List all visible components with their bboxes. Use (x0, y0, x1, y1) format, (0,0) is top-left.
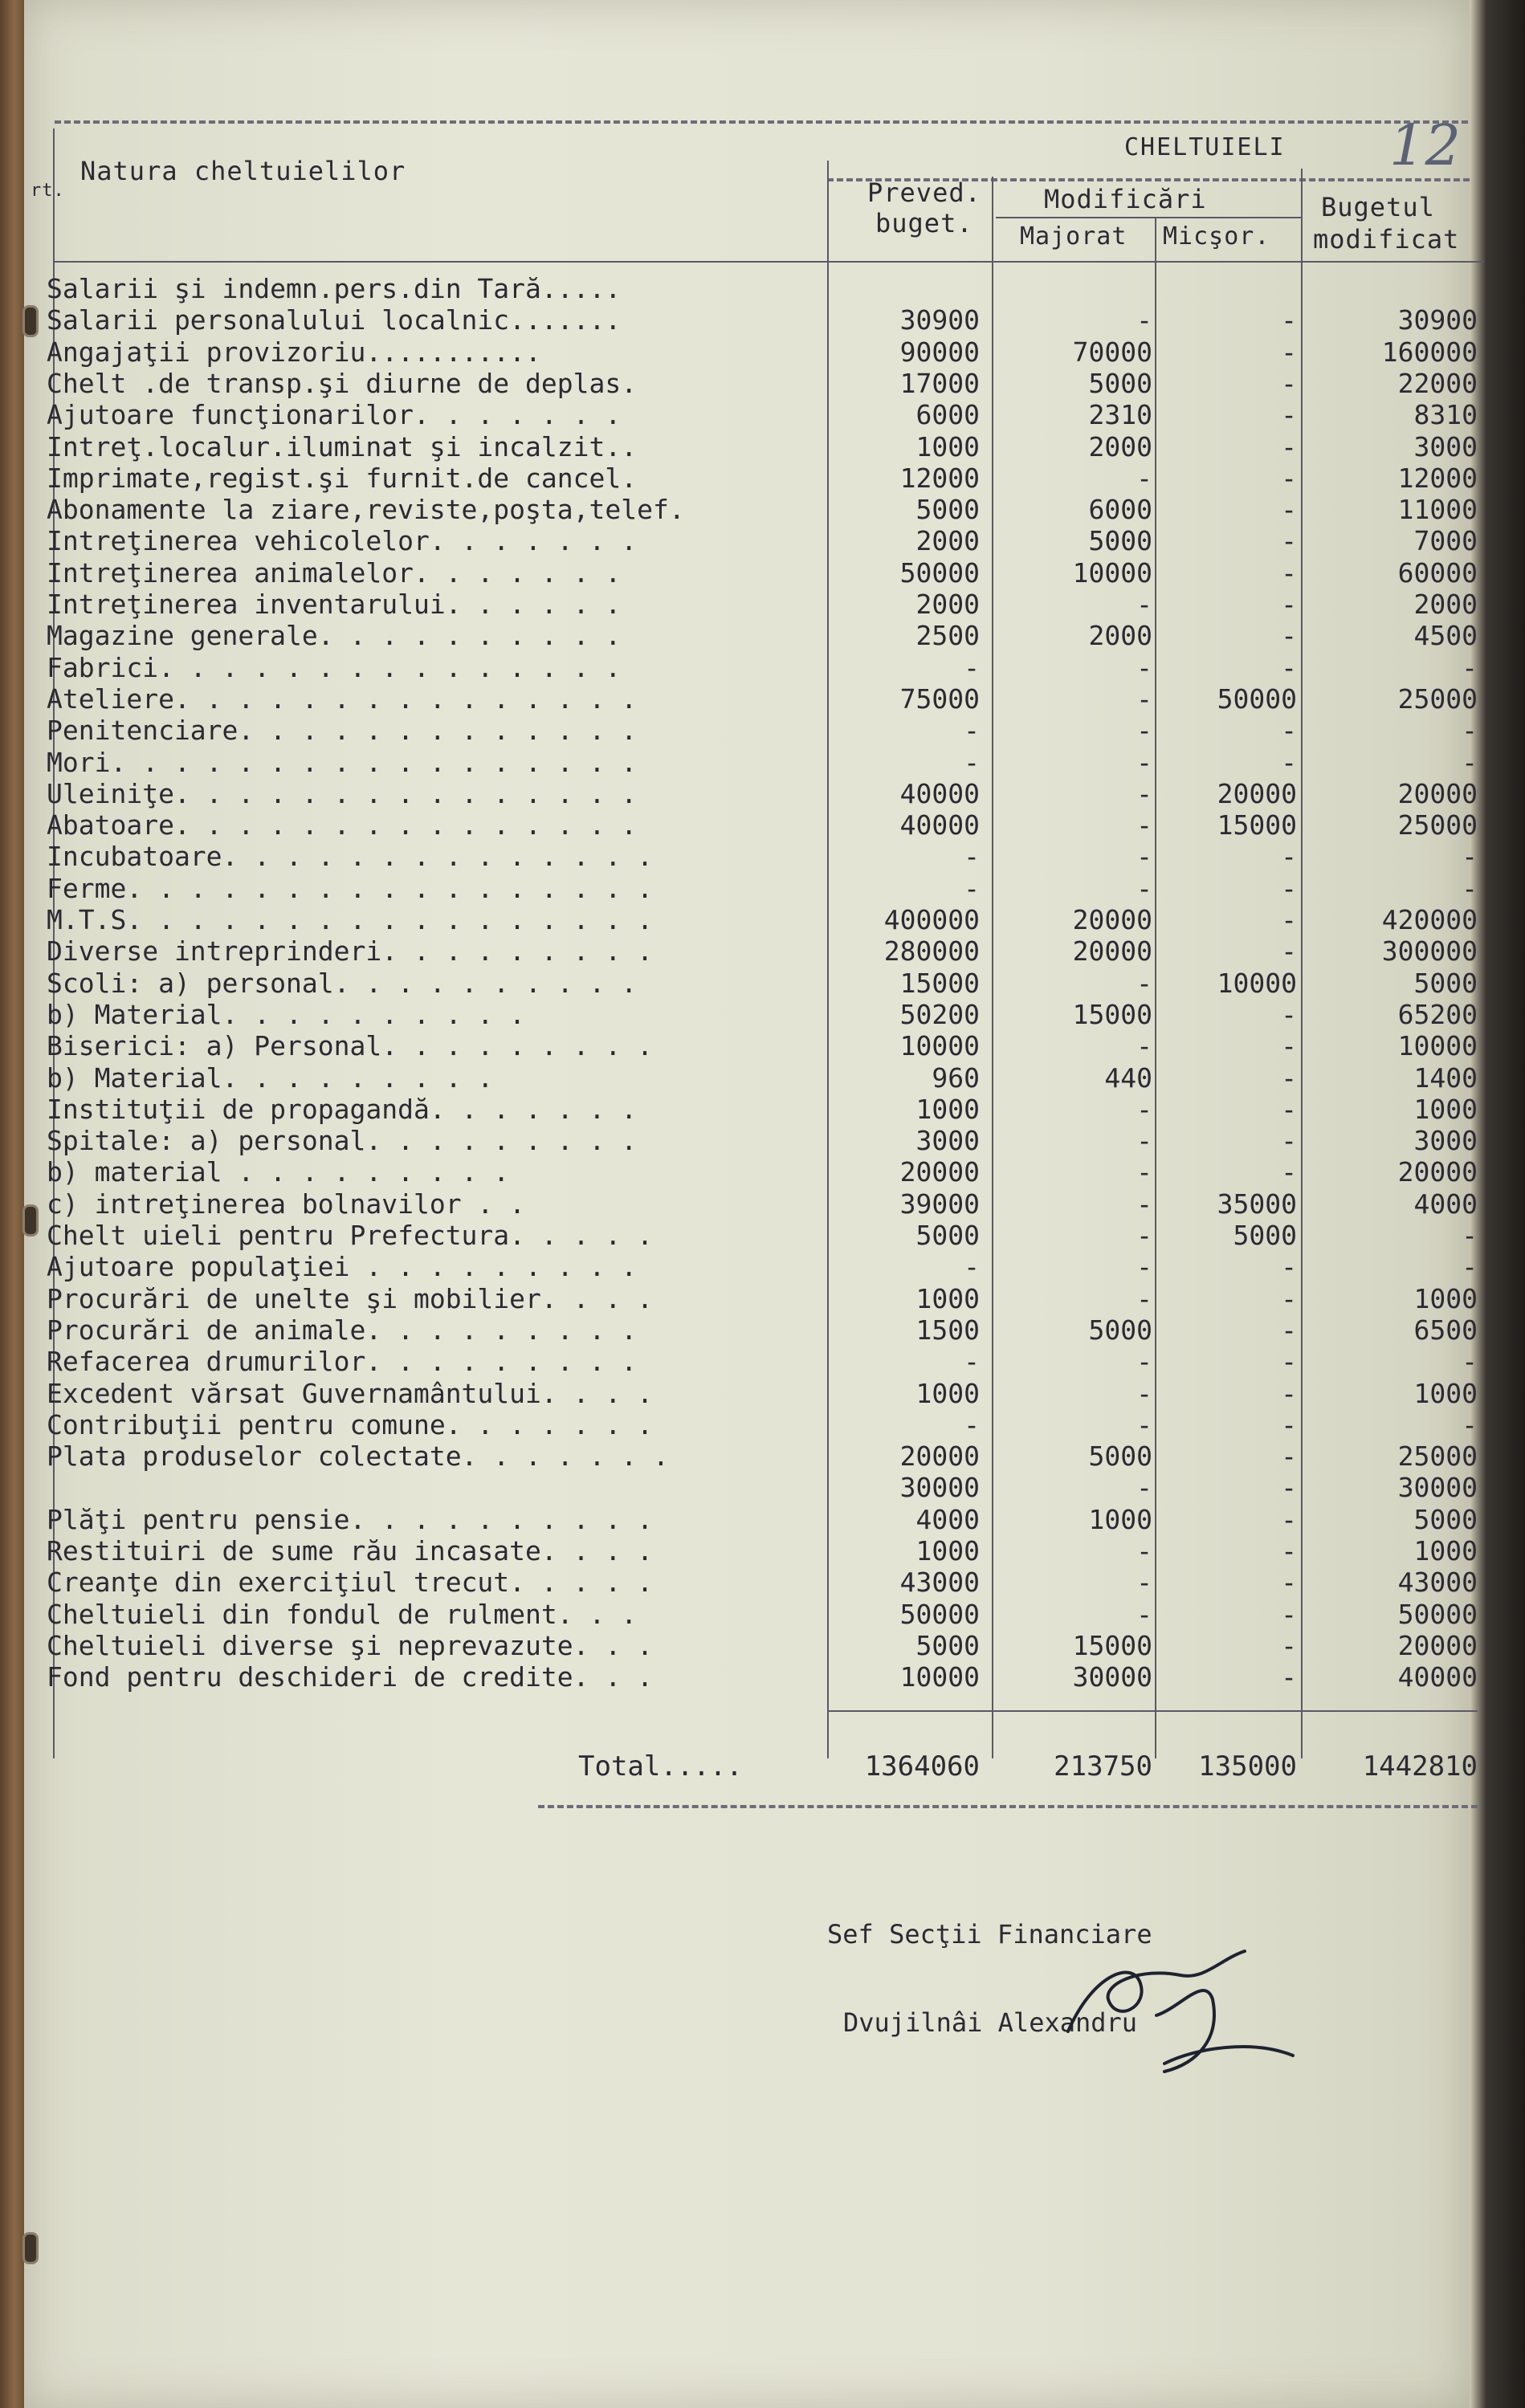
cell-prevbuget: 280000 (883, 935, 980, 968)
row-label: Magazine generale. . . . . . . . . . (47, 620, 622, 652)
table-row (24, 1346, 1478, 1378)
total-label: Total..... (578, 1750, 743, 1783)
cell-prevbuget: 1500 (915, 1314, 980, 1346)
cell-prevbuget: 2000 (915, 589, 980, 620)
cell-modificat: 30900 (1397, 304, 1478, 336)
table-row (24, 651, 1478, 684)
cell-modificat: - (1462, 1408, 1478, 1440)
row-label: Scoli: a) personal. . . . . . . . . . (47, 967, 638, 999)
cell-micsor: 50000 (1217, 682, 1297, 715)
table-row (24, 399, 1478, 431)
cell-micsor: - (1281, 525, 1297, 557)
row-label: Cheltuieli din fondul de rulment. . . (47, 1598, 638, 1630)
table-row (24, 273, 1470, 305)
cell-modificat: 25000 (1397, 1440, 1478, 1473)
cell-prevbuget: 30000 (899, 1472, 980, 1504)
cell-micsor: - (1281, 935, 1297, 968)
cell-modificat: 22000 (1397, 367, 1478, 399)
row-label: Ferme. . . . . . . . . . . . . . . . . (47, 872, 653, 904)
cell-modificat: - (1462, 715, 1478, 747)
cell-prevbuget: 50000 (899, 1598, 980, 1630)
cell-prevbuget: 40000 (899, 777, 980, 809)
header-divider (996, 217, 1301, 218)
cell-majorat: - (1136, 777, 1152, 809)
handwritten-signature (1020, 1927, 1309, 2088)
cell-prevbuget: - (964, 1251, 980, 1283)
row-label: Ajutoare populaţiei . . . . . . . . . (47, 1251, 638, 1283)
table-row (24, 1661, 1478, 1693)
table-row (24, 494, 1478, 526)
row-label: Intreţ.localur.iluminat şi incalzit.. (47, 430, 638, 462)
cell-prevbuget: 3000 (915, 1125, 980, 1157)
cell-majorat: 2000 (1088, 620, 1152, 652)
cell-modificat: 8310 (1413, 399, 1478, 431)
row-label: Cheltuieli diverse şi neprevazute. . . (47, 1629, 653, 1661)
row-label: Intreţinerea animalelor. . . . . . . (47, 556, 622, 589)
cell-micsor: - (1281, 872, 1297, 904)
cell-micsor: - (1281, 1377, 1297, 1409)
cell-micsor: - (1281, 367, 1297, 399)
cell-modificat: - (1462, 746, 1478, 778)
cell-prevbuget: 1000 (915, 430, 980, 462)
cell-modificat: 5000 (1413, 967, 1478, 999)
table-row (24, 1503, 1478, 1536)
cell-prevbuget: 960 (932, 1061, 980, 1094)
table-row (24, 556, 1478, 589)
cell-modificat: 11000 (1397, 494, 1478, 526)
cell-majorat: - (1136, 1282, 1152, 1314)
cell-micsor: - (1281, 1567, 1297, 1599)
cell-modificat: 12000 (1397, 462, 1478, 494)
cell-prevbuget: - (964, 1346, 980, 1378)
row-label: Plata produselor colectate. . . . . . . (47, 1440, 669, 1473)
cell-modificat: 1000 (1413, 1282, 1478, 1314)
table-row (24, 777, 1478, 810)
cell-majorat: 20000 (1072, 935, 1152, 968)
row-label: Diverse intreprinderi. . . . . . . . . (47, 935, 653, 968)
table-row (24, 1061, 1478, 1094)
row-label: Abonamente la ziare,reviste,poşta,telef. (47, 494, 685, 526)
cell-prevbuget: - (964, 841, 980, 873)
cell-modificat: 20000 (1397, 1629, 1478, 1661)
cell-modificat: 30000 (1397, 1472, 1478, 1504)
row-label: b) Material. . . . . . . . . (47, 1061, 494, 1094)
cell-micsor: 35000 (1217, 1188, 1297, 1220)
cell-prevbuget: 17000 (899, 367, 980, 399)
cell-modificat: - (1462, 651, 1478, 683)
cell-prevbuget: 5000 (915, 494, 980, 526)
document-page (24, 0, 1478, 2408)
cell-majorat: - (1136, 809, 1152, 841)
cell-prevbuget: 15000 (899, 967, 980, 999)
cell-majorat: - (1136, 746, 1152, 778)
cell-prevbuget: 2000 (915, 525, 980, 557)
cell-micsor: - (1281, 462, 1297, 494)
row-label: Salarii şi indemn.pers.din Tară..... (47, 273, 622, 304)
cell-micsor: - (1281, 1503, 1297, 1535)
table-row (24, 1188, 1478, 1220)
cell-majorat: - (1136, 967, 1152, 999)
row-label: Creanţe din exerciţiul trecut. . . . . (47, 1567, 653, 1599)
column-header-bugetul: Bugetul (1321, 192, 1435, 222)
table-row (24, 589, 1478, 621)
cell-majorat: - (1136, 1251, 1152, 1283)
column-header-bugetul: modificat (1313, 224, 1460, 255)
row-label: Procurări de unelte şi mobilier. . . . (47, 1282, 653, 1314)
table-row (24, 841, 1478, 873)
cell-micsor: - (1281, 589, 1297, 620)
cell-majorat: 5000 (1088, 1314, 1152, 1346)
table-row (24, 935, 1478, 968)
signature-title: Sef Secţii Financiare (827, 1919, 1152, 1950)
cell-modificat: 65200 (1397, 998, 1478, 1030)
cell-majorat: - (1136, 1598, 1152, 1630)
cell-modificat: - (1462, 1220, 1478, 1251)
row-label: Procurări de animale. . . . . . . . . (47, 1314, 638, 1346)
cell-majorat: - (1136, 1567, 1152, 1599)
page-number: 12 (1389, 112, 1462, 178)
cell-majorat: 30000 (1072, 1661, 1152, 1693)
cell-majorat: - (1136, 304, 1152, 336)
cell-prevbuget: 90000 (899, 336, 980, 368)
cell-modificat: 5000 (1413, 1503, 1478, 1535)
cell-prevbuget: 20000 (899, 1440, 980, 1473)
cell-modificat: 10000 (1397, 1030, 1478, 1062)
cell-majorat: 70000 (1072, 336, 1152, 368)
cell-prevbuget: 75000 (899, 682, 980, 715)
row-label: Ajutoare funcţionarilor. . . . . . . (47, 399, 622, 431)
cell-majorat: 2000 (1088, 430, 1152, 462)
column-header-micsor: Micşor. (1163, 222, 1270, 251)
cell-majorat: - (1136, 1220, 1152, 1251)
cell-majorat: - (1136, 1030, 1152, 1062)
row-label: Spitale: a) personal. . . . . . . . . (47, 1125, 638, 1157)
cell-majorat: 1000 (1088, 1503, 1152, 1535)
table-row (24, 336, 1478, 369)
table-row (24, 1598, 1478, 1631)
cell-prevbuget: 43000 (899, 1567, 980, 1599)
cell-prevbuget: 30900 (899, 304, 980, 336)
section-title: CHELTUIELI (1124, 133, 1286, 161)
cell-micsor: - (1281, 841, 1297, 873)
table-row (24, 367, 1478, 400)
table-row (24, 1156, 1478, 1188)
table-row (24, 1377, 1478, 1410)
cell-modificat: - (1462, 841, 1478, 873)
cell-modificat: 1000 (1413, 1377, 1478, 1409)
cell-majorat: 2310 (1088, 399, 1152, 431)
cell-majorat: - (1136, 1156, 1152, 1188)
cell-micsor: - (1281, 1156, 1297, 1188)
column-header-prevbuget: Preved. (867, 177, 981, 208)
cell-modificat: 420000 (1381, 904, 1478, 935)
row-label: Plăţi pentru pensie. . . . . . . . . . (47, 1503, 653, 1535)
cell-majorat: - (1136, 841, 1152, 873)
cell-prevbuget: 1000 (915, 1535, 980, 1567)
table-row (24, 430, 1478, 463)
table-row (24, 715, 1478, 747)
cell-modificat: 3000 (1413, 1125, 1478, 1157)
cell-micsor: - (1281, 304, 1297, 336)
cell-modificat: 43000 (1397, 1567, 1478, 1599)
cell-majorat: 15000 (1072, 1629, 1152, 1661)
cell-micsor: - (1281, 746, 1297, 778)
table-row (24, 1535, 1478, 1567)
cell-modificat: 4500 (1413, 620, 1478, 652)
cell-micsor: - (1281, 1598, 1297, 1630)
cell-micsor: - (1281, 336, 1297, 368)
cell-modificat: 50000 (1397, 1598, 1478, 1630)
cell-micsor: - (1281, 399, 1297, 431)
table-row (24, 1440, 1478, 1473)
total-modificat: 1442810 (1362, 1750, 1478, 1783)
cell-prevbuget: 39000 (899, 1188, 980, 1220)
cell-prevbuget: - (964, 746, 980, 778)
table-row (24, 904, 1478, 936)
table-row (24, 1314, 1478, 1347)
cell-modificat: - (1462, 872, 1478, 904)
cell-micsor: - (1281, 715, 1297, 747)
cell-modificat: - (1462, 1251, 1478, 1283)
cell-modificat: 1400 (1413, 1061, 1478, 1094)
cell-prevbuget: 50000 (899, 556, 980, 589)
cell-micsor: - (1281, 998, 1297, 1030)
cell-majorat: - (1136, 462, 1152, 494)
row-label: Intreţinerea inventarului. . . . . . (47, 589, 622, 620)
cell-majorat: - (1136, 1346, 1152, 1378)
cell-majorat: - (1136, 589, 1152, 620)
cell-modificat: 2000 (1413, 589, 1478, 620)
column-header-name: Natura cheltuielilor (80, 156, 406, 186)
cell-prevbuget: 4000 (915, 1503, 980, 1535)
column-header-modificari: Modificări (1044, 184, 1207, 214)
cell-majorat: - (1136, 1472, 1152, 1504)
cell-micsor: - (1281, 1093, 1297, 1125)
table-row (24, 1629, 1478, 1662)
cell-majorat: 5000 (1088, 367, 1152, 399)
cell-modificat: 300000 (1381, 935, 1478, 968)
row-label: Imprimate,regist.şi furnit.de cancel. (47, 462, 638, 494)
cell-micsor: 20000 (1217, 777, 1297, 809)
row-label: Salarii personalului localnic....... (47, 304, 622, 336)
signature-name: Dvujilnâi Alexandru (843, 2007, 1138, 2038)
cell-prevbuget: - (964, 1408, 980, 1440)
row-label: Fabrici. . . . . . . . . . . . . . . (47, 651, 622, 683)
footer-rule (538, 1805, 1478, 1808)
cell-majorat: - (1136, 1188, 1152, 1220)
row-label: Chelt uieli pentru Prefectura. . . . . (47, 1220, 653, 1251)
book-binding (0, 0, 24, 2408)
table-row (24, 1125, 1478, 1157)
cell-majorat: 15000 (1072, 998, 1152, 1030)
cell-prevbuget: 20000 (899, 1156, 980, 1188)
cell-micsor: 5000 (1233, 1220, 1297, 1251)
cell-majorat: - (1136, 872, 1152, 904)
cell-majorat: - (1136, 1125, 1152, 1157)
page-edge (1470, 0, 1525, 2408)
cell-micsor: - (1281, 1061, 1297, 1094)
table-row (24, 620, 1478, 652)
cell-modificat: 160000 (1381, 336, 1478, 368)
row-label: c) intreţinerea bolnavilor . . (47, 1188, 526, 1220)
row-label: b) material . . . . . . . . . (47, 1156, 510, 1188)
cell-majorat: 20000 (1072, 904, 1152, 935)
table-row (24, 1408, 1478, 1441)
header-rule (55, 120, 1468, 124)
cell-micsor: - (1281, 1629, 1297, 1661)
cell-modificat: 25000 (1397, 682, 1478, 715)
table-row (24, 1472, 1478, 1504)
row-label: Instituţii de propagandă. . . . . . . (47, 1093, 638, 1125)
cell-micsor: - (1281, 1408, 1297, 1440)
cell-prevbuget: 2500 (915, 620, 980, 652)
cell-micsor: - (1281, 494, 1297, 526)
row-label: Refacerea drumurilor. . . . . . . . . (47, 1346, 638, 1378)
cell-micsor: 10000 (1217, 967, 1297, 999)
table-row (24, 462, 1478, 495)
row-index-header: rt. (31, 181, 65, 201)
column-header-majorat: Majorat (1020, 222, 1127, 251)
cell-micsor: - (1281, 1251, 1297, 1283)
cell-micsor: - (1281, 1661, 1297, 1693)
row-label: Uleiniţe. . . . . . . . . . . . . . . (47, 777, 638, 809)
cell-modificat: 20000 (1397, 777, 1478, 809)
cell-micsor: - (1281, 1440, 1297, 1473)
cell-majorat: - (1136, 1408, 1152, 1440)
row-label: Angajaţii provizoriu........... (47, 336, 541, 368)
row-label: Fond pentru deschideri de credite. . . (47, 1661, 653, 1693)
cell-prevbuget: 1000 (915, 1093, 980, 1125)
cell-prevbuget: 1000 (915, 1282, 980, 1314)
cell-micsor: - (1281, 651, 1297, 683)
cell-micsor: - (1281, 1314, 1297, 1346)
cell-micsor: - (1281, 1282, 1297, 1314)
cell-prevbuget: 40000 (899, 809, 980, 841)
cell-majorat: - (1136, 715, 1152, 747)
row-label: Intreţinerea vehicolelor. . . . . . . (47, 525, 638, 557)
cell-modificat: 60000 (1397, 556, 1478, 589)
table-row (24, 682, 1478, 715)
cell-prevbuget: 12000 (899, 462, 980, 494)
cell-modificat: 6500 (1413, 1314, 1478, 1346)
cell-micsor: - (1281, 430, 1297, 462)
cell-modificat: - (1462, 1346, 1478, 1378)
cell-majorat: 5000 (1088, 1440, 1152, 1473)
cell-micsor: - (1281, 904, 1297, 935)
total-majorat: 213750 (1054, 1750, 1152, 1783)
totals-divider (827, 1710, 1478, 1712)
table-row (24, 967, 1478, 1000)
row-label: Restituiri de sume rău incasate. . . . (47, 1535, 653, 1567)
cell-prevbuget: 6000 (915, 399, 980, 431)
row-label: Contribuţii pentru comune. . . . . . . (47, 1408, 653, 1440)
cell-micsor: - (1281, 1535, 1297, 1567)
cell-majorat: - (1136, 1093, 1152, 1125)
row-label: Mori. . . . . . . . . . . . . . . . . (47, 746, 638, 778)
cell-modificat: 40000 (1397, 1661, 1478, 1693)
cell-micsor: - (1281, 1125, 1297, 1157)
cell-prevbuget: - (964, 715, 980, 747)
cell-prevbuget: 10000 (899, 1661, 980, 1693)
cell-majorat: 5000 (1088, 525, 1152, 557)
table-row (24, 746, 1478, 779)
table-row (24, 1251, 1478, 1283)
cell-modificat: 1000 (1413, 1093, 1478, 1125)
cell-prevbuget: 5000 (915, 1220, 980, 1251)
cell-majorat: 440 (1104, 1061, 1152, 1094)
cell-prevbuget: - (964, 872, 980, 904)
cell-modificat: 25000 (1397, 809, 1478, 841)
cell-majorat: - (1136, 1377, 1152, 1409)
cell-micsor: - (1281, 1346, 1297, 1378)
header-divider (55, 261, 1484, 263)
row-label: Ateliere. . . . . . . . . . . . . . . (47, 682, 638, 715)
table-row (24, 1282, 1478, 1315)
row-label: b) Material. . . . . . . . . . (47, 998, 526, 1030)
cell-micsor: - (1281, 556, 1297, 589)
cell-micsor: 15000 (1217, 809, 1297, 841)
cell-modificat: 3000 (1413, 430, 1478, 462)
cell-prevbuget: 1000 (915, 1377, 980, 1409)
cell-micsor: - (1281, 620, 1297, 652)
cell-prevbuget: 10000 (899, 1030, 980, 1062)
row-label: Excedent vărsat Guvernamântului. . . . (47, 1377, 653, 1409)
table-row (24, 998, 1478, 1031)
cell-majorat: - (1136, 651, 1152, 683)
cell-modificat: 20000 (1397, 1156, 1478, 1188)
cell-majorat: 6000 (1088, 494, 1152, 526)
row-label: Penitenciare. . . . . . . . . . . . . (47, 715, 638, 747)
column-header-prevbuget: buget. (875, 208, 973, 238)
row-label: M.T.S. . . . . . . . . . . . . . . . . (47, 904, 653, 935)
cell-micsor: - (1281, 1472, 1297, 1504)
cell-prevbuget: 50200 (899, 998, 980, 1030)
table-row (24, 809, 1478, 841)
row-label: Abatoare. . . . . . . . . . . . . . . (47, 809, 638, 841)
table-row (24, 1093, 1478, 1126)
table-row (24, 525, 1478, 557)
cell-majorat: - (1136, 1535, 1152, 1567)
cell-modificat: 4000 (1413, 1188, 1478, 1220)
cell-modificat: 1000 (1413, 1535, 1478, 1567)
table-row (24, 1220, 1478, 1252)
table-row (24, 1030, 1478, 1062)
table-row (24, 1567, 1478, 1599)
cell-majorat: - (1136, 682, 1152, 715)
cell-micsor: - (1281, 1030, 1297, 1062)
cell-prevbuget: - (964, 651, 980, 683)
cell-majorat: 10000 (1072, 556, 1152, 589)
row-label: Biserici: a) Personal. . . . . . . . . (47, 1030, 653, 1062)
table-row (24, 872, 1478, 905)
binding-hole (22, 2232, 39, 2264)
row-label: Chelt .de transp.şi diurne de deplas. (47, 367, 638, 399)
row-label: Incubatoare. . . . . . . . . . . . . . (47, 841, 653, 873)
table-row (24, 304, 1478, 336)
cell-modificat: 7000 (1413, 525, 1478, 557)
total-prev: 1364060 (864, 1750, 980, 1783)
total-micsor: 135000 (1198, 1750, 1297, 1783)
cell-prevbuget: 5000 (915, 1629, 980, 1661)
cell-prevbuget: 400000 (883, 904, 980, 935)
